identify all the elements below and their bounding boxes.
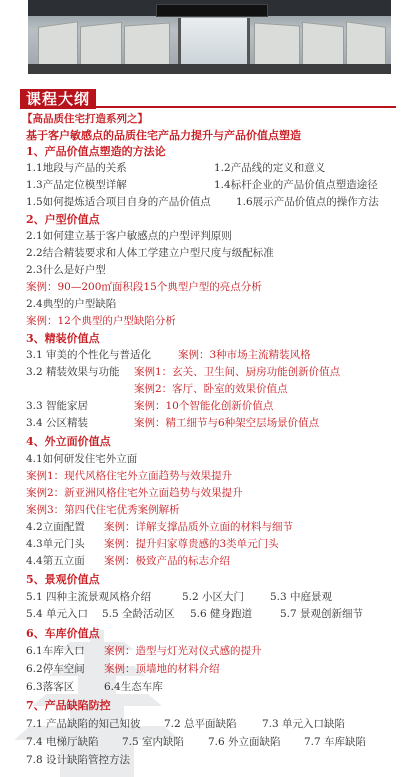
case-item: 案例：精工细节与6种架空层场景价值点 [134, 417, 320, 429]
outline-item: 5.4 单元入口 [26, 608, 89, 620]
outline-item: 5.7 景观创新细节 [280, 608, 364, 620]
outline-item: 3.2 精装效果与功能 [26, 366, 120, 378]
outline-item: 7.8 设计缺陷管控方法 [26, 754, 131, 766]
outline-item: 3.1 审美的个性化与普适化 [26, 349, 152, 361]
outline-item: 6.2停车空间 [26, 663, 85, 675]
outline-item: 2.1如何建立基于客户敏感点的户型评判原则 [26, 230, 232, 242]
section-title: 1、产品价值点塑造的方法论 [26, 145, 166, 158]
outline-item: 5.5 全龄活动区 [102, 608, 175, 620]
outline-line [0, 194, 419, 211]
section-3-title-line [0, 330, 419, 347]
outline-line [0, 553, 419, 570]
section-title: 2、户型价值点 [26, 213, 100, 226]
outline-line [0, 245, 419, 262]
photo-floor [28, 64, 391, 74]
outline-subtitle-line [0, 127, 419, 144]
outline-line [0, 398, 419, 415]
outline-item: 1.1地段与产品的关系 [26, 162, 127, 174]
outline-item: 6.3落客区 [26, 681, 75, 693]
outline-line [0, 485, 419, 502]
section-title: 4、外立面价值点 [26, 435, 111, 448]
section-6-title-line [0, 625, 419, 642]
outline-line [0, 451, 419, 468]
case-item: 案例：90—200㎡面积段15个典型户型的亮点分析 [26, 281, 262, 293]
section-2-title-line [0, 211, 419, 228]
outline-item: 1.5如何提炼适合项目自身的产品价值点 [26, 196, 211, 208]
section-title: 7、产品缺陷防控 [26, 699, 111, 712]
outline-item: 5.1 四种主流景观风格介绍 [26, 591, 152, 603]
header-photo [28, 0, 391, 74]
outline-line [0, 347, 419, 364]
case-item: 案例：详解支撑品质外立面的材料与细节 [104, 521, 293, 533]
outline-line [0, 364, 419, 381]
case-item: 案例2：新亚洲风格住宅外立面趋势与效果提升 [26, 487, 243, 499]
outline-item: 7.4 电梯厅缺陷 [26, 736, 99, 748]
section-1-title-line [0, 143, 419, 160]
outline-item: 3.3 智能家居 [26, 400, 89, 412]
outline-line [0, 296, 419, 313]
series-title: 【高品质住宅打造系列之】 [22, 113, 148, 125]
outline-item: 5.3 中庭景观 [270, 591, 333, 603]
outline-item: 4.1如何研发住宅外立面 [26, 453, 138, 465]
section-title: 5、景观价值点 [26, 573, 100, 586]
outline-item: 4.2立面配置 [26, 521, 85, 533]
outline-item: 1.3产品定位模型详解 [26, 179, 127, 191]
outline-item: 2.3什么是好户型 [26, 264, 106, 276]
outline-line [0, 160, 419, 177]
section-title: 3、精装价值点 [26, 332, 100, 345]
case-item: 案例：提升归家尊贵感的3类单元门头 [104, 538, 279, 550]
outline-line [0, 643, 419, 660]
outline-line [0, 177, 419, 194]
outline-line [0, 734, 419, 751]
outline-item: 2.2结合精装要求和人体工学建立户型尺度与级配标准 [26, 247, 274, 259]
outline-item: 6.4生态车库 [104, 681, 163, 693]
outline-line [0, 468, 419, 485]
outline-line [0, 228, 419, 245]
outline-item: 4.4第五立面 [26, 555, 85, 567]
outline-item: 1.4标杆企业的产品价值点塑造途径 [214, 179, 378, 191]
outline-item: 7.7 车库缺陷 [304, 736, 367, 748]
outline-item: 1.2产品线的定义和意义 [214, 162, 326, 174]
outline-line [0, 519, 419, 536]
section-heading: 课程大纲 [20, 89, 96, 109]
outline-item: 5.6 健身跑道 [190, 608, 253, 620]
outline-line [0, 589, 419, 606]
section-4-title-line [0, 433, 419, 450]
section-title: 6、车库价值点 [26, 627, 100, 640]
outline-line [0, 661, 419, 678]
case-item: 案例：极致产品的标志介绍 [104, 555, 230, 567]
outline-line [0, 752, 419, 769]
outline-line [0, 415, 419, 432]
case-item: 案例1：玄关、卫生间、厨房功能创新价值点 [134, 366, 341, 378]
case-item: 案例：10个智能化创新价值点 [134, 400, 274, 412]
section-5-title-line [0, 571, 419, 588]
case-item: 案例3：第四代住宅优秀案例解析 [26, 504, 180, 516]
case-item: 案例1：现代风格住宅外立面趋势与效果提升 [26, 470, 233, 482]
photo-signboard [156, 4, 268, 17]
case-item: 案例：造型与灯光对仪式感的提升 [104, 645, 262, 657]
outline-item: 2.4典型的户型缺陷 [26, 298, 117, 310]
outline-item: 7.3 单元入口缺陷 [262, 718, 346, 730]
course-subtitle: 基于客户敏感点的品质住宅产品力提升与产品价值点塑造 [26, 129, 301, 142]
section-7-title-line [0, 697, 419, 714]
outline-line [0, 536, 419, 553]
case-item: 案例：顶墙地的材料介绍 [104, 663, 220, 675]
heading-underline [96, 106, 396, 108]
outline-item: 5.2 小区大门 [182, 591, 245, 603]
outline-line [0, 716, 419, 733]
outline-item: 7.6 外立面缺陷 [208, 736, 281, 748]
outline-line [0, 502, 419, 519]
case-item: 案例：3种市场主流精装风格 [178, 349, 311, 361]
outline-item: 7.1 产品缺陷的知己知彼 [26, 718, 141, 730]
outline-series-line [0, 111, 419, 128]
outline-line [0, 262, 419, 279]
outline-item: 7.5 室内缺陷 [122, 736, 185, 748]
outline-line [0, 313, 419, 330]
outline-item: 4.3单元门头 [26, 538, 85, 550]
outline-line [0, 279, 419, 296]
case-item: 案例：12个典型的户型缺陷分析 [26, 315, 176, 327]
outline-item: 6.1车库入口 [26, 645, 85, 657]
outline-item: 3.4 公区精装 [26, 417, 89, 429]
case-item: 案例2：客厅、卧室的效果价值点 [134, 383, 288, 395]
outline-item: 7.2 总平面缺陷 [164, 718, 237, 730]
outline-line [0, 679, 419, 696]
outline-line [0, 381, 419, 398]
outline-item: 1.6展示产品价值点的操作方法 [236, 196, 379, 208]
outline-line [0, 606, 419, 623]
